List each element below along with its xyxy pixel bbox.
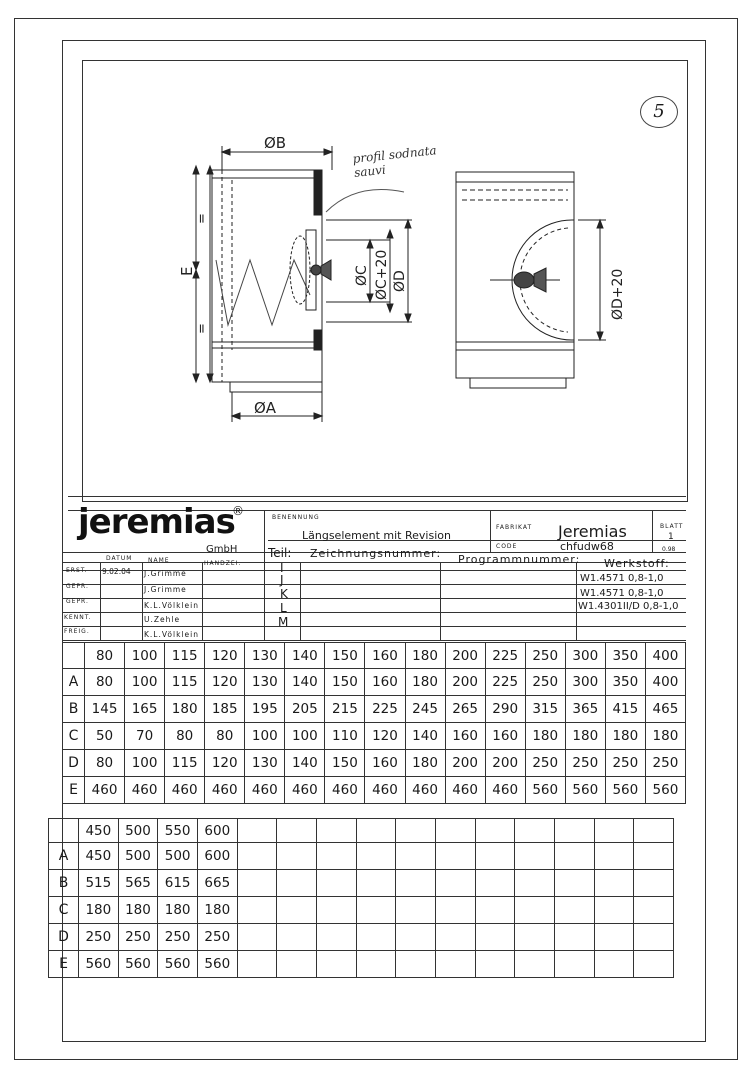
- table-cell: 70: [125, 723, 165, 750]
- table-empty-cell: [515, 951, 555, 978]
- table-cell: 460: [445, 777, 485, 804]
- table-empty-cell: [356, 870, 396, 897]
- table-empty-cell: [396, 819, 436, 843]
- table-row: [63, 669, 686, 696]
- table-cell: 225: [365, 696, 405, 723]
- table-empty-cell: [356, 843, 396, 870]
- jeremias-logo: jeremias: [78, 502, 235, 542]
- table-header-cell: 180: [405, 643, 445, 669]
- table-empty-cell: [356, 819, 396, 843]
- table-cell: 515: [79, 870, 119, 897]
- datum-label: DATUM: [106, 555, 133, 562]
- table-cell: 250: [197, 924, 237, 951]
- table-cell: 130: [245, 750, 285, 777]
- sign-row-name: J.Grimme: [144, 585, 187, 594]
- table-cell: 140: [285, 750, 325, 777]
- table-row: [49, 897, 674, 924]
- table-row: [63, 723, 686, 750]
- table-cell: 315: [525, 696, 565, 723]
- table-cell: 460: [165, 777, 205, 804]
- table-row-label: C: [49, 897, 79, 924]
- fabrikat-value: Jeremias: [558, 522, 627, 541]
- table-cell: 250: [118, 924, 158, 951]
- table-header-cell: 80: [85, 643, 125, 669]
- label-dim-d: ØD: [392, 270, 408, 292]
- table-header-cell: 160: [365, 643, 405, 669]
- table-cell: 250: [525, 669, 565, 696]
- section-hatch-top: [314, 170, 322, 215]
- table-cell: 180: [118, 897, 158, 924]
- table-cell: 205: [285, 696, 325, 723]
- code-label: CODE: [496, 543, 518, 550]
- sign-row-label: GEPR.: [66, 598, 89, 605]
- table-cell: 140: [285, 669, 325, 696]
- table-empty-cell: [475, 843, 515, 870]
- table-cell: 200: [445, 669, 485, 696]
- table-empty-cell: [475, 951, 515, 978]
- table-empty-cell: [396, 870, 436, 897]
- table-header-cell: 350: [605, 643, 645, 669]
- table-cell: 100: [125, 750, 165, 777]
- table-cell: 80: [205, 723, 245, 750]
- table-cell: 250: [645, 750, 685, 777]
- table-cell: 120: [205, 750, 245, 777]
- table-empty-cell: [594, 951, 634, 978]
- table-cell: 560: [79, 951, 119, 978]
- sign-row-label: FREIG.: [64, 628, 90, 635]
- table-cell: 460: [365, 777, 405, 804]
- table-empty-cell: [475, 924, 515, 951]
- table-cell: 80: [85, 750, 125, 777]
- table-empty-cell: [435, 897, 475, 924]
- benennung-label: BENENNUNG: [272, 514, 320, 521]
- table-cell: 160: [365, 669, 405, 696]
- table-empty-cell: [594, 924, 634, 951]
- table-cell: 185: [205, 696, 245, 723]
- table-cell: 560: [197, 951, 237, 978]
- table-empty-cell: [435, 951, 475, 978]
- table-empty-cell: [356, 897, 396, 924]
- table-empty-cell: [316, 924, 356, 951]
- table-cell: 245: [405, 696, 445, 723]
- registered-mark: ®: [232, 504, 244, 518]
- sign-row-name: K.L.Völklein: [144, 630, 199, 639]
- table-empty-cell: [515, 870, 555, 897]
- table-row: [49, 951, 674, 978]
- table-empty-cell: [435, 819, 475, 843]
- table-header-cell: 600: [197, 819, 237, 843]
- sign-row-label: KENNT.: [64, 614, 92, 621]
- label-dim-c20: ØC+20: [374, 249, 390, 300]
- table-cell: 400: [645, 669, 685, 696]
- table-header-cell: 100: [125, 643, 165, 669]
- blatt-label: BLATT: [660, 523, 684, 530]
- table-row-label: A: [49, 843, 79, 870]
- table-cell: 300: [565, 669, 605, 696]
- table-empty-cell: [396, 924, 436, 951]
- table-empty-cell: [316, 870, 356, 897]
- programmnummer-label: Programmnummer:: [458, 553, 581, 566]
- table-empty-cell: [515, 924, 555, 951]
- table-cell: 600: [197, 843, 237, 870]
- table-cell: 560: [118, 951, 158, 978]
- table-header-cell: 150: [325, 643, 365, 669]
- table-header-cell: 225: [485, 643, 525, 669]
- table-empty-cell: [277, 951, 317, 978]
- dimension-table-2: [48, 818, 674, 978]
- teil-row-code: I: [280, 561, 284, 575]
- table-header-cell: 300: [565, 643, 605, 669]
- table-row-label: E: [49, 951, 79, 978]
- teil-label: Teil:: [268, 546, 292, 560]
- table-empty-cell: [475, 897, 515, 924]
- table-cell: 560: [525, 777, 565, 804]
- table-cell: 110: [325, 723, 365, 750]
- table-cell: 115: [165, 669, 205, 696]
- sign-row-label: ERST.: [66, 567, 88, 574]
- table-empty-cell: [396, 951, 436, 978]
- table-cell: 460: [245, 777, 285, 804]
- table-cell: 140: [405, 723, 445, 750]
- table-empty-cell: [475, 819, 515, 843]
- table-empty-cell: [554, 870, 594, 897]
- table-empty-cell: [237, 870, 277, 897]
- table-empty-cell: [594, 870, 634, 897]
- logo-gmbh: GmbH: [206, 544, 238, 555]
- table-empty-cell: [594, 819, 634, 843]
- table-cell: 180: [525, 723, 565, 750]
- table-cell: 460: [85, 777, 125, 804]
- table-cell: 250: [565, 750, 605, 777]
- label-eq-bottom: =: [195, 323, 210, 334]
- table-cell: 290: [485, 696, 525, 723]
- table-cell: 145: [85, 696, 125, 723]
- table-cell: 120: [205, 669, 245, 696]
- table-empty-cell: [316, 897, 356, 924]
- table-cell: 460: [125, 777, 165, 804]
- teil-row-werkstoff: W1.4571 0,8-1,0: [580, 573, 664, 584]
- table-cell: 115: [165, 750, 205, 777]
- sign-row-name: U.Zehle: [144, 615, 181, 624]
- table-header-cell: 130: [245, 643, 285, 669]
- table-cell: 560: [605, 777, 645, 804]
- table-row: [49, 843, 674, 870]
- werkstoff-label: Werkstoff:: [604, 557, 670, 570]
- table-cell: 265: [445, 696, 485, 723]
- teil-row-werkstoff: W1.4301II/D 0,8-1,0: [578, 601, 679, 612]
- table-cell: 165: [125, 696, 165, 723]
- table-empty-cell: [554, 897, 594, 924]
- table-cell: 100: [245, 723, 285, 750]
- teil-row-code: K: [280, 587, 288, 601]
- dimension-table-1: [62, 642, 686, 804]
- table-empty-cell: [316, 843, 356, 870]
- table-empty-cell: [277, 819, 317, 843]
- table-cell: 160: [365, 750, 405, 777]
- table-empty-cell: [277, 924, 317, 951]
- table-cell: 460: [485, 777, 525, 804]
- table-empty-cell: [554, 924, 594, 951]
- label-dim-d20: ØD+20: [610, 268, 626, 320]
- table-cell: 180: [605, 723, 645, 750]
- table-empty-cell: [634, 819, 674, 843]
- table-cell: 200: [445, 750, 485, 777]
- label-dim-a: ØA: [254, 399, 277, 417]
- table-cell: 100: [285, 723, 325, 750]
- table-cell: 195: [245, 696, 285, 723]
- table-empty-cell: [396, 897, 436, 924]
- sign-row-name: J.Grimme: [144, 569, 187, 578]
- pipe-socket-right: [470, 378, 566, 388]
- table-cell: 180: [565, 723, 605, 750]
- table-cell: 80: [85, 669, 125, 696]
- table-empty-cell: [554, 843, 594, 870]
- section-hatch-bottom: [314, 330, 322, 350]
- table-header-cell: 400: [645, 643, 685, 669]
- table-cell: 250: [79, 924, 119, 951]
- table-cell: 200: [485, 750, 525, 777]
- table-row: [49, 870, 674, 897]
- table-empty-cell: [237, 819, 277, 843]
- benennung-value: Längselement mit Revision: [302, 529, 451, 542]
- table-row: [63, 750, 686, 777]
- table-header-cell: 550: [158, 819, 198, 843]
- table-cell: 415: [605, 696, 645, 723]
- code-value: chfudw68: [560, 540, 614, 553]
- table-empty-cell: [277, 870, 317, 897]
- table-empty-cell: [237, 897, 277, 924]
- table-cell: 250: [525, 750, 565, 777]
- name-label: NAME: [148, 557, 170, 564]
- table-header-cell: 250: [525, 643, 565, 669]
- table-cell: 180: [165, 696, 205, 723]
- label-dim-b: ØB: [264, 134, 287, 152]
- table-header-cell: 500: [118, 819, 158, 843]
- table-empty-cell: [554, 951, 594, 978]
- table-empty-cell: [515, 897, 555, 924]
- table-cell: 560: [565, 777, 605, 804]
- table-cell: 130: [245, 669, 285, 696]
- handzei-label: HANDZEI.: [204, 560, 242, 567]
- table-cell: 180: [405, 669, 445, 696]
- table-header-cell: 120: [205, 643, 245, 669]
- sheet-number: 5: [640, 96, 678, 128]
- table-cell: 50: [85, 723, 125, 750]
- sign-row-name: K.L.Völklein: [144, 601, 199, 610]
- table-row: [63, 777, 686, 804]
- label-dim-e: E: [178, 266, 196, 276]
- table-empty-cell: [475, 870, 515, 897]
- table-row-label: E: [63, 777, 85, 804]
- table-empty-cell: [515, 843, 555, 870]
- table-row: [49, 924, 674, 951]
- table-cell: 120: [365, 723, 405, 750]
- table-cell: 615: [158, 870, 198, 897]
- table-cell: 215: [325, 696, 365, 723]
- teil-row-werkstoff: W1.4571 0,8-1,0: [580, 588, 664, 599]
- handwritten-note: profil sodnata sauvi: [352, 143, 438, 180]
- table-cell: 560: [645, 777, 685, 804]
- table-cell: 160: [485, 723, 525, 750]
- table-empty-cell: [277, 843, 317, 870]
- table-empty-cell: [356, 924, 396, 951]
- blatt-sub: 0.98: [662, 546, 676, 553]
- table-row: [63, 696, 686, 723]
- table-header-row: [49, 819, 674, 843]
- table-row-label: D: [63, 750, 85, 777]
- table-empty-cell: [634, 897, 674, 924]
- table-empty-cell: [594, 843, 634, 870]
- table-empty-cell: [634, 951, 674, 978]
- table-empty-cell: [435, 870, 475, 897]
- label-eq-top: =: [195, 213, 210, 224]
- pipe-socket-left: [230, 382, 322, 392]
- table-cell: 460: [205, 777, 245, 804]
- table-cell: 460: [325, 777, 365, 804]
- table-empty-cell: [554, 819, 594, 843]
- table-cell: 180: [645, 723, 685, 750]
- table-empty-cell: [515, 819, 555, 843]
- teil-row-code: J: [280, 573, 284, 587]
- sign-row-datum: 9.02.04: [102, 567, 131, 576]
- table-empty-cell: [277, 897, 317, 924]
- blatt-value: 1: [668, 532, 674, 542]
- table-cell: 180: [79, 897, 119, 924]
- table-row-label: A: [63, 669, 85, 696]
- table-cell: 500: [158, 843, 198, 870]
- table-cell: 250: [158, 924, 198, 951]
- table-header-cell: 450: [79, 819, 119, 843]
- table-empty-cell: [316, 951, 356, 978]
- table-row-label: B: [49, 870, 79, 897]
- label-dim-c: ØC: [354, 265, 370, 286]
- table-empty-cell: [435, 843, 475, 870]
- table-empty-cell: [396, 843, 436, 870]
- table-header-cell: 140: [285, 643, 325, 669]
- table-cell: 665: [197, 870, 237, 897]
- table-row-label: D: [49, 924, 79, 951]
- pipe-body-right: [456, 172, 574, 378]
- table-cell: 460: [285, 777, 325, 804]
- table-empty-cell: [634, 843, 674, 870]
- table-empty-cell: [237, 924, 277, 951]
- table-cell: 160: [445, 723, 485, 750]
- table-empty-cell: [237, 951, 277, 978]
- table-corner-cell: [49, 819, 79, 843]
- table-cell: 180: [197, 897, 237, 924]
- table-cell: 450: [79, 843, 119, 870]
- teil-row-code: M: [278, 615, 289, 629]
- table-cell: 225: [485, 669, 525, 696]
- table-empty-cell: [634, 924, 674, 951]
- table-row-label: B: [63, 696, 85, 723]
- sign-row-label: GEPR.: [66, 583, 89, 590]
- table-header-cell: 200: [445, 643, 485, 669]
- table-cell: 460: [405, 777, 445, 804]
- table-cell: 465: [645, 696, 685, 723]
- table-cell: 565: [118, 870, 158, 897]
- table-cell: 560: [158, 951, 198, 978]
- table-header-cell: 115: [165, 643, 205, 669]
- table-cell: 350: [605, 669, 645, 696]
- table-cell: 250: [605, 750, 645, 777]
- table-cell: 180: [405, 750, 445, 777]
- teil-row-code: L: [280, 601, 287, 615]
- table-row-label: C: [63, 723, 85, 750]
- table-cell: 180: [158, 897, 198, 924]
- table-cell: 500: [118, 843, 158, 870]
- table-cell: 365: [565, 696, 605, 723]
- zeichnungsnummer-label: Zeichnungsnummer:: [310, 547, 442, 560]
- table-cell: 150: [325, 750, 365, 777]
- table-empty-cell: [594, 897, 634, 924]
- table-header-row: [63, 643, 686, 669]
- table-empty-cell: [356, 951, 396, 978]
- table-empty-cell: [237, 843, 277, 870]
- table-cell: 150: [325, 669, 365, 696]
- table-empty-cell: [316, 819, 356, 843]
- table-cell: 80: [165, 723, 205, 750]
- table-corner-cell: [63, 643, 85, 669]
- table-empty-cell: [634, 870, 674, 897]
- table-empty-cell: [435, 924, 475, 951]
- table-cell: 100: [125, 669, 165, 696]
- fabrikat-label: FABRIKAT: [496, 524, 533, 531]
